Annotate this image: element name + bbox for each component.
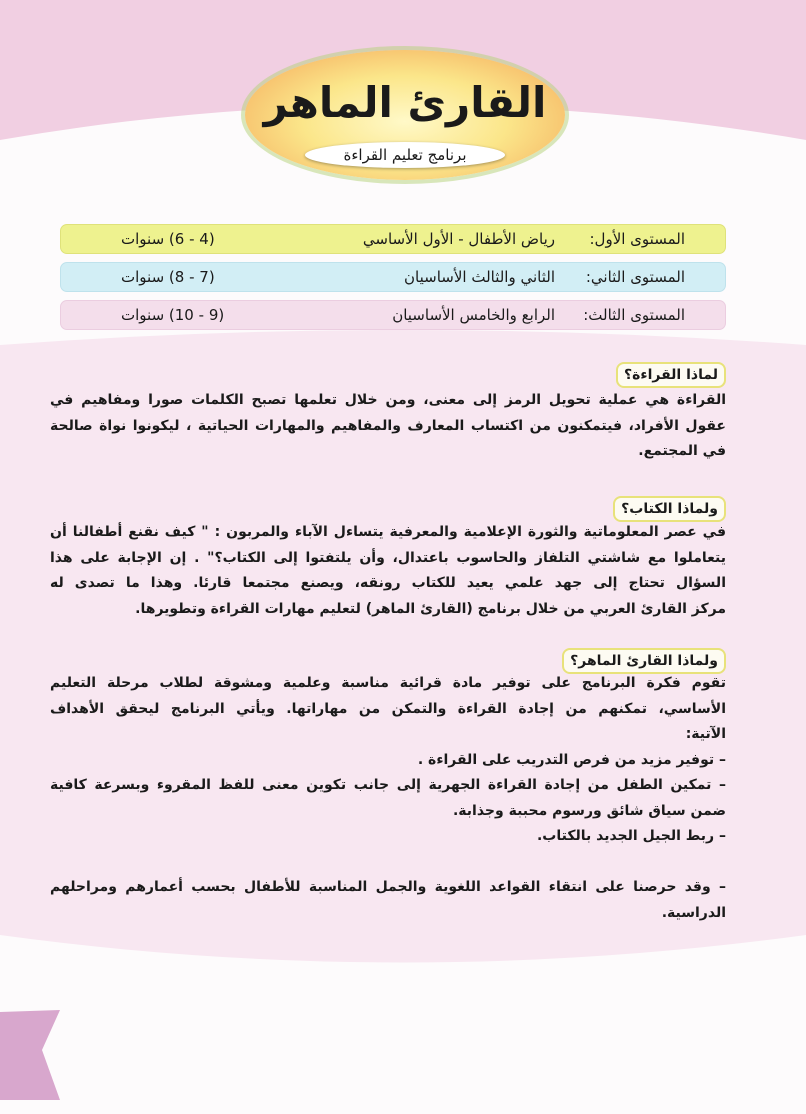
level-grades: الرابع والخامس الأساسيان [392,306,555,324]
level-name: المستوى الثاني: [585,268,685,286]
level-age: (4 - 6) سنوات [121,230,215,248]
text-line: السؤال تحتاج إلى جهد علمي يعيد للكتاب رونقه، ويصنع مجتمعا قارئا. وهذا ما تصدى له [50,575,726,591]
level-grades: رياض الأطفال - الأول الأساسي [362,230,555,248]
text-line: – وقد حرصنا على انتقاء القواعد اللغوية والجمل المناسبة للأطفال بحسب أعمارهم ومراحلهم [50,879,726,895]
text-line: القراءة هي عملية تحويل الرمز إلى معنى، ومن خلال تعلمها تصبح الكلمات صورا ومفاهيم في [50,392,726,408]
section-body-why-book [50,502,726,622]
text-line: تقوم فكرة البرنامج على توفير مادة قرائية مناسبة وعلمية ومشوقة لطلاب مرحلة التعليم [50,675,726,691]
text-line: مركز القارئ العربي من خلال برنامج (القارئ الماهر) لتعليم مهارات القراءة وتطويرها. [135,600,726,617]
text-line: عقول الأفراد، فيتمكنون من اكتساب المعارف والمفاهيم والمهارات الحياتية ، ليكونوا نواة صالحة [50,417,726,434]
level-name: المستوى الثالث: [583,306,685,324]
text-line: في المجتمع. [638,443,726,459]
section-heading-why-book: ولماذا الكتاب؟ [613,496,726,522]
level-row-3 [60,300,726,330]
page-title: القارئ الماهر [263,78,547,127]
text-line: في عصر المعلوماتية والثورة الإعلامية والمعرفية يتساءل الآباء والمربون : " كيف نقنع أطفالنا أن [50,524,726,540]
section-body-why-reading [50,370,726,465]
page-subtitle: برنامج تعليم القراءة [305,142,505,168]
level-age: (7 - 8) سنوات [121,268,215,286]
text-line: – تمكين الطفل من إجادة القراءة الجهرية إلى جانب تكوين معنى للفظ المقروء وبسرعة كافية [50,777,726,793]
text-line: ضمن سياق شائق ورسوم محببة وجذابة. [452,802,726,819]
text-line: الآتية: [685,726,726,742]
section-heading-why-program: ولماذا القارئ الماهر؟ [562,648,726,674]
section-body-why-program [50,653,726,926]
text-line: الأساسي، تمكنهم من إجادة القراءة والتمكن من مهاراتها. ويأتي البرنامج ليحقق الأهداف [50,700,726,717]
level-age: (9 - 10) سنوات [121,306,225,324]
title-logo [245,40,565,190]
level-row-2 [60,262,726,292]
corner-ribbon [0,1010,60,1100]
text-line [50,850,726,876]
text-line: – ربط الجيل الجديد بالكتاب. [536,828,726,844]
level-grades: الثاني والثالث الأساسيان [404,268,555,286]
section-heading-why-reading: لماذا القراءة؟ [616,362,726,388]
level-name: المستوى الأول: [589,230,685,248]
level-row-1 [60,224,726,254]
text-line: الدراسية. [661,904,726,921]
text-line: – توفير مزيد من فرص التدريب على القراءة . [417,751,726,768]
text-line: يتعاملوا مع شاشتي التلفاز والحاسوب باعتدال، وأن يلتفتوا إلى الكتاب؟" . إن الإجابة على هذا [50,549,726,566]
